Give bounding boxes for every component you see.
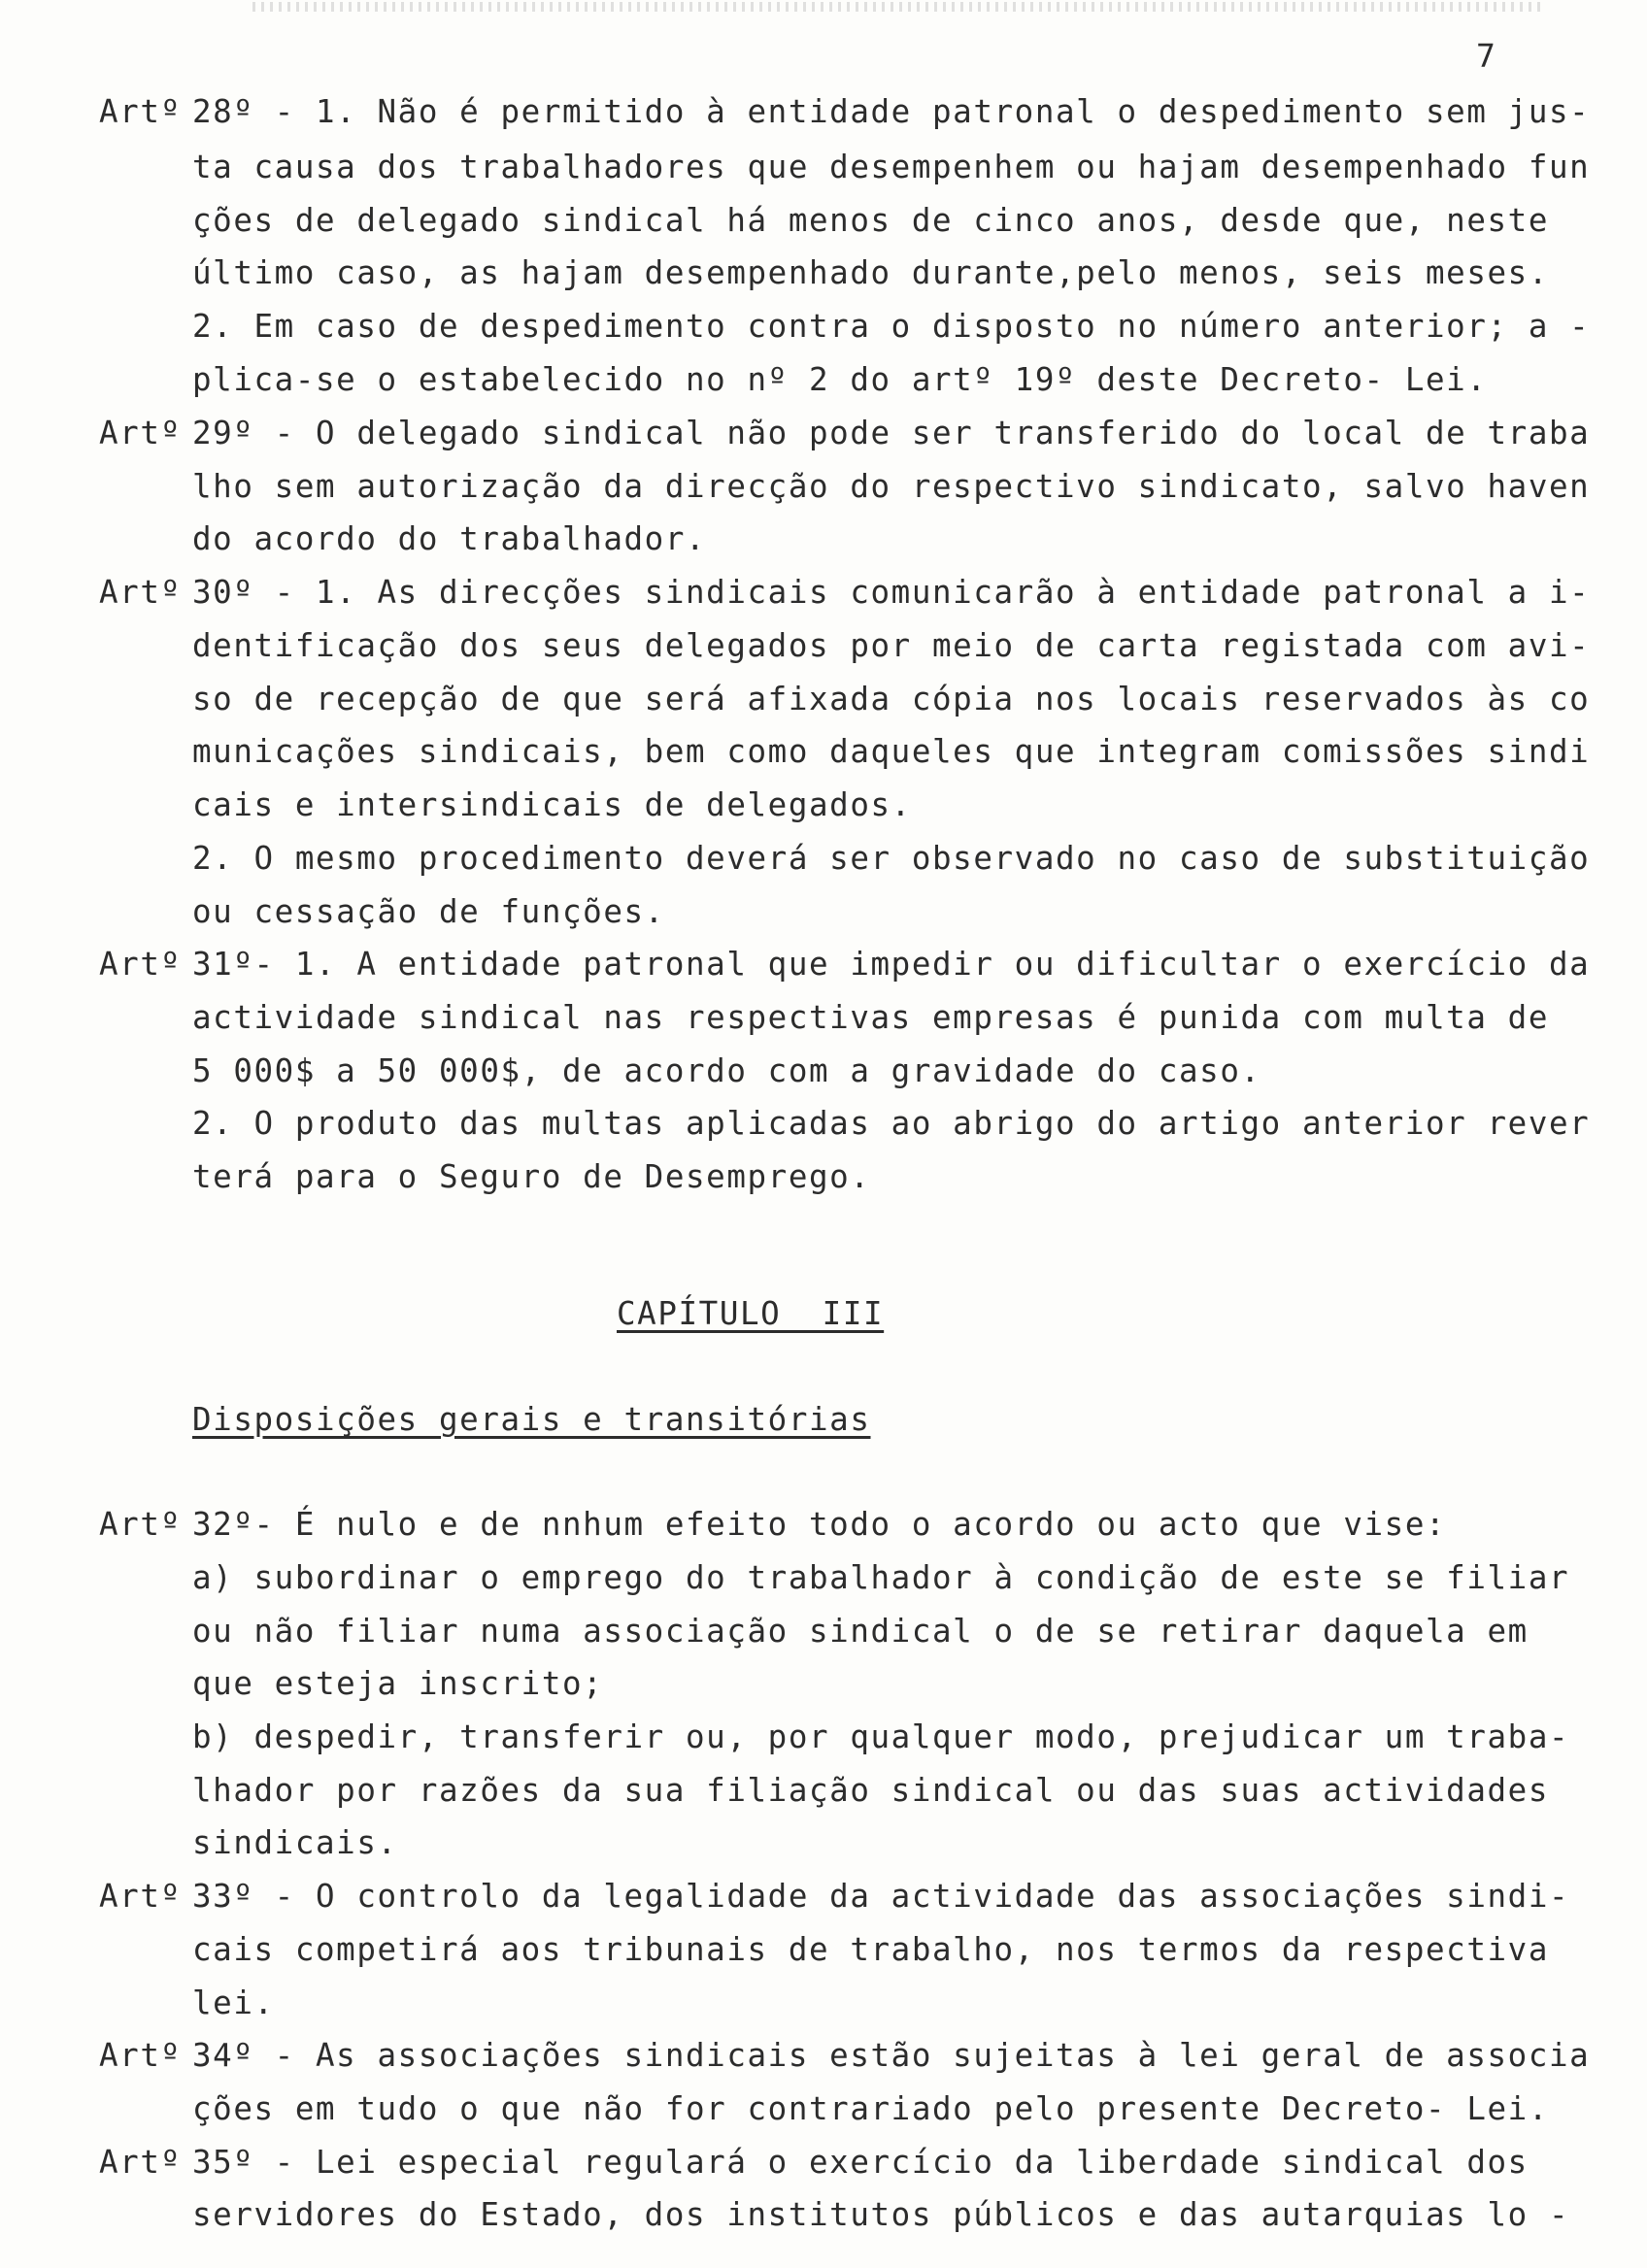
- art28-line-4: último caso, as hajam desempenhado durante,pelo menos, seis meses.: [192, 254, 1549, 291]
- art32-line-5: b) despedir, transferir ou, por qualquer modo, prejudicar um traba-: [192, 1718, 1570, 1755]
- art28-line-3: ções de delegado sindical há menos de cinco anos, desde que, neste: [192, 202, 1549, 239]
- art32-line-4: que esteja inscrito;: [192, 1665, 604, 1702]
- article-label-28: Artº: [99, 93, 182, 130]
- art32-line-3: ou não filiar numa associação sindical o de se retirar daquela em: [192, 1613, 1529, 1650]
- art28-line-2: ta causa dos trabalhadores que desempenhem ou hajam desempenhado fun: [192, 149, 1591, 185]
- art32-line-7: sindicais.: [192, 1824, 398, 1861]
- article-label-31: Artº: [99, 946, 182, 983]
- art28-line-1: 28º - 1. Não é permitido à entidade patronal o despedimento sem jus-: [192, 93, 1591, 130]
- section-title: Disposições gerais e transitórias: [192, 1401, 871, 1438]
- art35-line-1: 35º - Lei especial regulará o exercício da liberdade sindical dos: [192, 2144, 1529, 2181]
- art31-line-4: 2. O produto das multas aplicadas ao abrigo do artigo anterior rever: [192, 1105, 1591, 1142]
- art30-line-4: municações sindicais, bem como daqueles que integram comissões sindi: [192, 733, 1591, 770]
- art32-line-2: a) subordinar o emprego do trabalhador à condição de este se filiar: [192, 1559, 1570, 1596]
- art34-line-1: 34º - As associações sindicais estão sujeitas à lei geral de associa: [192, 2037, 1591, 2074]
- art30-line-6: 2. O mesmo procedimento deverá ser observado no caso de substituição: [192, 840, 1591, 877]
- art30-line-1: 30º - 1. As direcções sindicais comunicarão à entidade patronal a i-: [192, 574, 1591, 611]
- chapter-title: CAPÍTULO III: [617, 1295, 885, 1332]
- article-label-34: Artº: [99, 2037, 182, 2074]
- article-label-33: Artº: [99, 1878, 182, 1915]
- art30-line-2: dentificação dos seus delegados por meio de carta registada com avi-: [192, 627, 1591, 664]
- art32-line-1: 32º- É nulo e de nnhum efeito todo o acordo ou acto que vise:: [192, 1506, 1447, 1543]
- art33-line-1: 33º - O controlo da legalidade da actividade das associações sindi-: [192, 1878, 1570, 1915]
- art33-line-2: cais competirá aos tribunais de trabalho, nos termos da respectiva: [192, 1931, 1549, 1968]
- art33-line-3: lei.: [192, 1984, 275, 2021]
- art28-line-5: 2. Em caso de despedimento contra o disposto no número anterior; a -: [192, 308, 1591, 345]
- art30-line-5: cais e intersindicais de delegados.: [192, 786, 912, 823]
- scan-noise-strip: [252, 2, 1544, 12]
- art35-line-2: servidores do Estado, dos institutos públicos e das autarquias lo -: [192, 2196, 1570, 2233]
- art34-line-2: ções em tudo o que não for contrariado pelo presente Decreto- Lei.: [192, 2090, 1549, 2127]
- art32-line-6: lhador por razões da sua filiação sindical ou das suas actividades: [192, 1772, 1549, 1809]
- article-label-32: Artº: [99, 1506, 182, 1543]
- art29-line-2: lho sem autorização da direcção do respectivo sindicato, salvo haven: [192, 468, 1591, 505]
- art30-line-3: so de recepção de que será afixada cópia nos locais reservados às co: [192, 681, 1591, 717]
- art31-line-5: terá para o Seguro de Desemprego.: [192, 1158, 871, 1195]
- art31-line-3: 5 000$ a 50 000$, de acordo com a gravidade do caso.: [192, 1052, 1261, 1089]
- art29-line-1: 29º - O delegado sindical não pode ser transferido do local de traba: [192, 415, 1591, 451]
- article-label-29: Artº: [99, 415, 182, 451]
- article-label-30: Artº: [99, 574, 182, 611]
- page-number: 7: [1476, 37, 1497, 75]
- art31-line-1: 31º- 1. A entidade patronal que impedir ou dificultar o exercício da: [192, 946, 1591, 983]
- art31-line-2: actividade sindical nas respectivas empresas é punida com multa de: [192, 999, 1549, 1036]
- art30-line-7: ou cessação de funções.: [192, 893, 665, 930]
- article-label-35: Artº: [99, 2144, 182, 2181]
- art29-line-3: do acordo do trabalhador.: [192, 520, 707, 557]
- art28-line-6: plica-se o estabelecido no nº 2 do artº 19º deste Decreto- Lei.: [192, 361, 1488, 398]
